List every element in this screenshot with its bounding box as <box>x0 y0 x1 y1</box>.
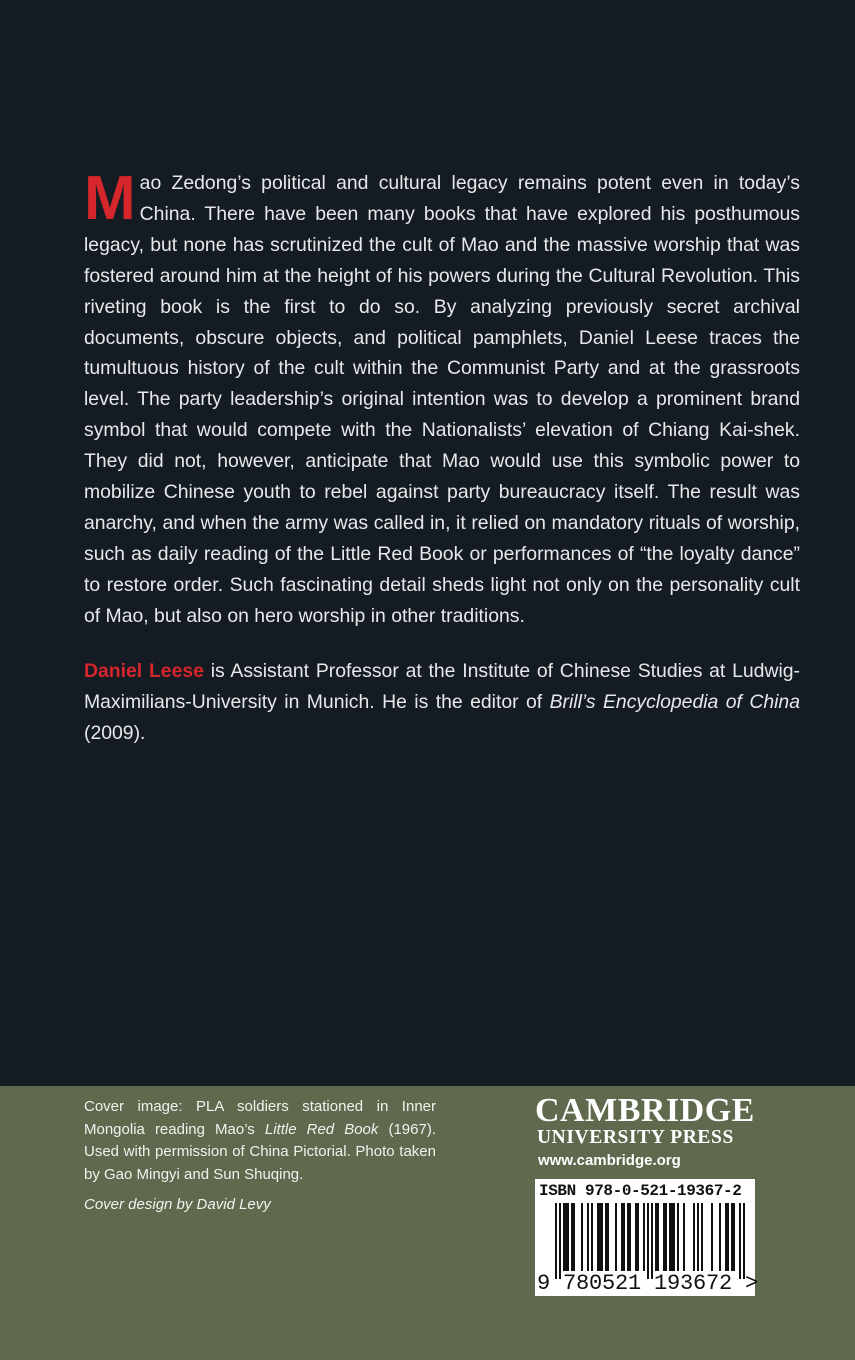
credit-text-2: (1967). Used with permission of China Pictorial. Photo taken by Gao Mingyi and Sun Shuqing. <box>84 1120 436 1183</box>
barcode-bar-24 <box>711 1203 713 1271</box>
barcode-bar-11 <box>627 1203 631 1271</box>
barcode-bar-1 <box>559 1203 561 1279</box>
bio-text-2: (2009). <box>84 721 146 744</box>
barcode-bar-2 <box>563 1203 569 1271</box>
description-text: ao Zedong’s political and cultural legacy remains potent even in today’s China. There have been many books that have explored his posthumous legacy, but none has scrutinized the cult of Mao and the massive worship that was fostered around him at the height of his powers during the Cultural Revolution. This riveting book is the first to do so. By analyzing previously secret archival documents, obscure objects, and political pamphlets, Daniel Leese traces the tumultuous history of the cult within the Communist Party and at the grassroots level. The party leadership’s original intention was to develop a prominent brand symbol that would compete with the Nationalists’ elevation of Chiang Kai-shek. They did not, however, anticipate that Mao would use this symbolic power to mobilize Chinese youth to rebel against party bureaucracy itself. The result was anarchy, and when the army was called in, it relied on mandatory rituals of worship, such as daily reading of the Little Red Book or performances of “the loyalty dance” to restore order. Such fascinating detail sheds light not only on the personality cult of Mao, but also on hero worship in other traditions. <box>84 172 800 627</box>
barcode-bar-20 <box>683 1203 685 1271</box>
drop-cap-letter: M <box>84 164 136 233</box>
barcode-bar-8 <box>605 1203 609 1271</box>
publisher-url: www.cambridge.org <box>538 1152 681 1169</box>
cover-design-credit: Cover design by David Levy <box>84 1196 271 1213</box>
barcode-bar-17 <box>663 1203 667 1271</box>
cover-image-credit <box>84 1096 436 1186</box>
barcode-bar-26 <box>725 1203 729 1271</box>
barcode-bar-7 <box>597 1203 603 1271</box>
barcode-bar-21 <box>693 1203 695 1271</box>
barcode-bar-14 <box>647 1203 649 1279</box>
barcode-bar-27 <box>731 1203 735 1271</box>
barcode-bar-3 <box>571 1203 575 1271</box>
bio-text-1: is Assistant Professor at the Institute of Chinese Studies at Ludwig-Maximilians-University in Munich. He is the editor of <box>84 660 800 713</box>
barcode-digits: 9 780521 193672 > <box>537 1271 759 1296</box>
credit-text-1: Cover image: PLA soldiers stationed in Inner Mongolia reading Mao’s <box>84 1098 436 1138</box>
barcode-bar-16 <box>655 1203 659 1271</box>
publisher-name: CAMBRIDGE <box>535 1092 755 1129</box>
barcode-bar-22 <box>697 1203 699 1271</box>
isbn-label: ISBN 978-0-521-19367-2 <box>539 1182 742 1200</box>
barcode-bar-15 <box>651 1203 653 1279</box>
barcode-bar-19 <box>677 1203 679 1271</box>
book-description <box>84 164 800 632</box>
author-bio <box>84 656 800 749</box>
bio-book-title: Brill’s Encyclopedia of China <box>549 690 800 713</box>
barcode-bar-18 <box>669 1203 675 1271</box>
barcode-bar-0 <box>555 1203 557 1279</box>
barcode-bar-5 <box>587 1203 589 1271</box>
barcode-bar-9 <box>615 1203 617 1271</box>
barcode-bar-29 <box>743 1203 745 1279</box>
barcode-bar-10 <box>621 1203 625 1271</box>
barcode-bar-28 <box>739 1203 741 1279</box>
barcode-bar-13 <box>643 1203 645 1271</box>
barcode-bar-23 <box>701 1203 703 1271</box>
credit-book-title: Little Red Book <box>264 1120 379 1138</box>
barcode-bar-4 <box>581 1203 583 1271</box>
barcode-bar-12 <box>635 1203 639 1271</box>
author-name: Daniel Leese <box>84 660 204 682</box>
barcode-bar-25 <box>719 1203 721 1271</box>
isbn-barcode <box>535 1179 759 1296</box>
publisher-subtitle: UNIVERSITY PRESS <box>537 1127 734 1148</box>
barcode-bar-6 <box>591 1203 593 1271</box>
